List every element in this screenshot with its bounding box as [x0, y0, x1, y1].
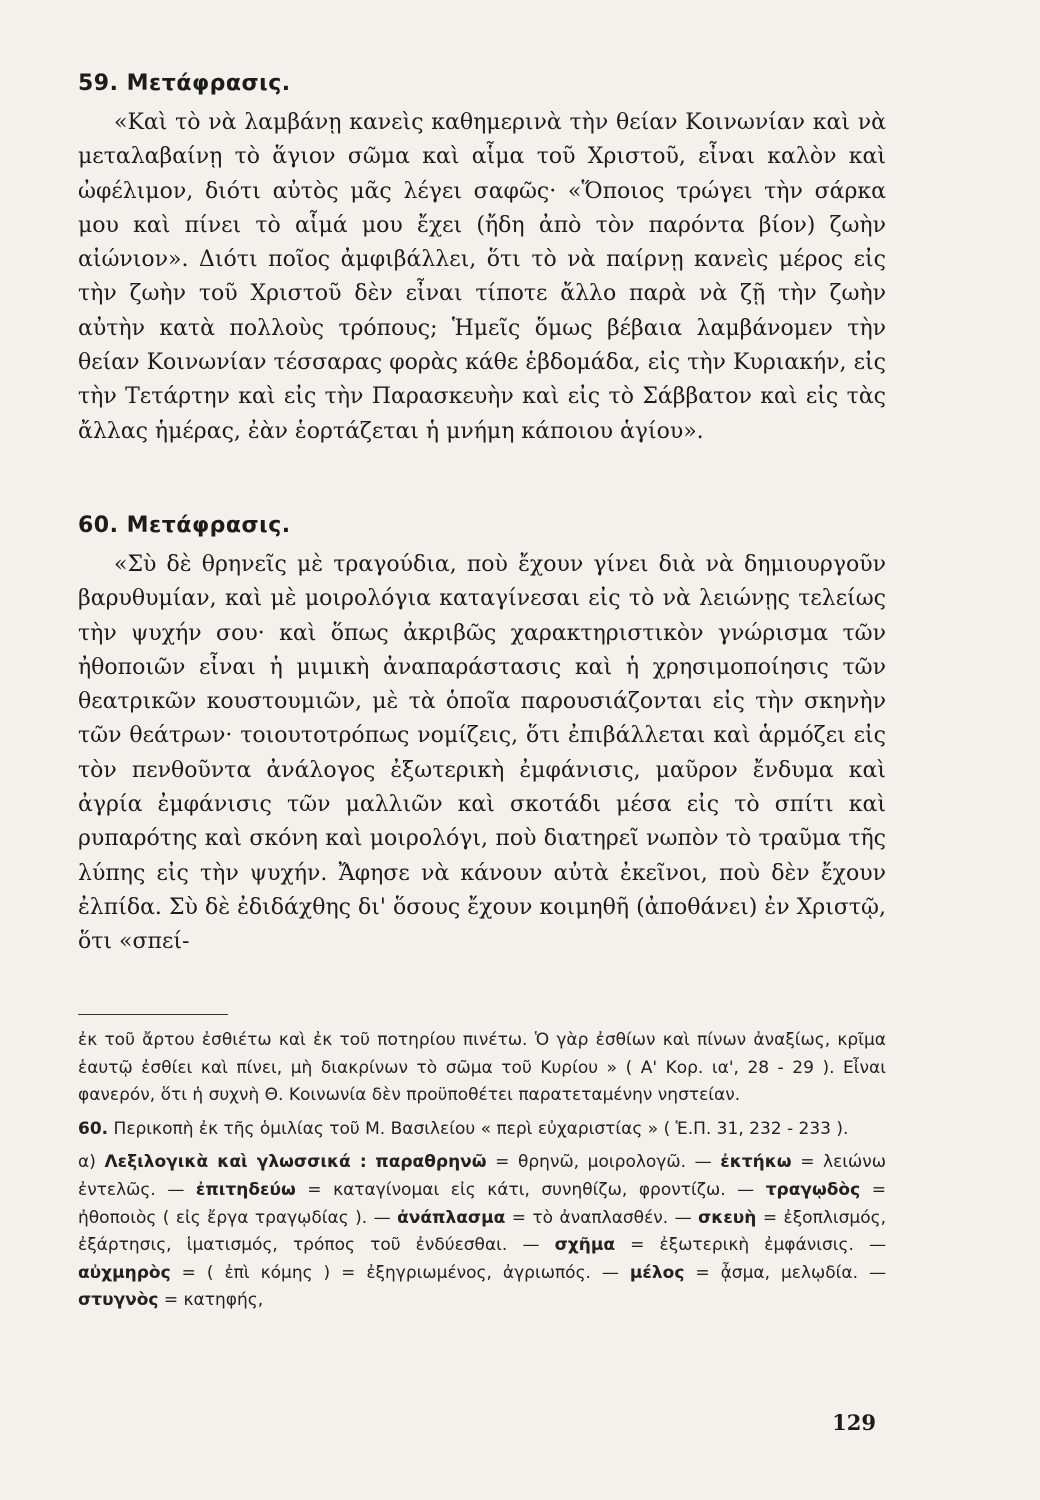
glossary-term: στυγνὸς — [78, 1290, 159, 1311]
page-number: 129 — [832, 1410, 876, 1435]
glossary-term: αὐχμηρὸς — [78, 1262, 171, 1283]
glossary-entries — [78, 1152, 886, 1310]
glossary-definition: = ἐξοπλισμός, ἐξάρτησις, ἱματισμός, τρόπος τοῦ ἐνδύεσθαι. — [78, 1207, 886, 1256]
section-number: 59. — [78, 71, 119, 96]
glossary-definition: = ( ἐπὶ κόμης ) = ἐξηγριωμένος, ἀγριωπός. — [170, 1262, 591, 1283]
glossary-entry — [375, 1152, 686, 1172]
section-title: Μετάφρασις. — [126, 71, 291, 96]
footnote-60 — [78, 1116, 886, 1144]
glossary-term: σκευὴ — [698, 1207, 757, 1228]
footnote-text: Περικοπὴ ἐκ τῆς ὁμιλίας τοῦ Μ. Βασιλείου « περὶ εὐχαριστίας » ( Ἑ.Π. 31, 232 - 233 ). — [113, 1118, 849, 1139]
glossary-definition: = θρηνῶ, μοιρολογῶ. — [486, 1152, 687, 1173]
glossary-term: μέλος — [629, 1262, 685, 1283]
glossary-definition: = τὸ ἀναπλασθέν. — [505, 1207, 669, 1228]
glossary-term: ἐπιτηδεύω — [195, 1179, 296, 1200]
glossary-entry: — στυγνὸς = κατηφής, — [78, 1262, 886, 1311]
glossary-term: ἀνάπλασμα — [397, 1207, 506, 1228]
glossary — [78, 1149, 886, 1315]
glossary-term: τραγῳδὸς — [765, 1179, 861, 1200]
glossary-term: ἐκτήκω — [720, 1152, 792, 1173]
glossary-title: Λεξιλογικὰ καὶ γλωσσικά : — [104, 1152, 367, 1173]
glossary-term: παραθρηνῶ — [375, 1152, 487, 1173]
glossary-term: σχῆμα — [554, 1235, 616, 1256]
section-60-heading — [78, 504, 886, 548]
glossary-entry: — μέλος = ᾆσμα, μελῳδία. — [590, 1262, 859, 1283]
footnote-number: 60. — [78, 1118, 109, 1139]
glossary-definition: = κατηφής, — [158, 1290, 264, 1311]
glossary-entry: — τραγῳδὸς = ἠθοποιὸς ( εἰς ἔργα τραγῳδίας ). — [78, 1179, 886, 1228]
glossary-definition: = καταγίνομαι εἰς κάτι, συνηθίζω, φροντίζω. — [295, 1179, 726, 1200]
glossary-label: α) — [78, 1152, 96, 1173]
section-number: 60. — [78, 513, 119, 538]
section-60-text: «Σὺ δὲ θρηνεῖς μὲ τραγούδια, ποὺ ἔχουν γίνει διὰ νὰ δημιουργοῦν βαρυθυμίαν, καὶ μὲ μοιρολόγια καταγίνεσαι εἰς τὸ νὰ λειώνῃς τελείως τὴν ψυχήν σου· καὶ ὅπως ἀκριβῶς χαρακτηριστικὸν γνώρισμα τῶν ἠθοποιῶν εἶναι ἡ μιμικὴ ἀναπαράστασις καὶ ἡ χρησιμοποίησις τῶν θεατρικῶν κουστουμιῶν, μὲ τὰ ὁποῖα παρουσιάζονται εἰς τὴν σκηνὴν τῶν θεάτρων· τοιουτοτρόπως νομίζεις, ὅτι ἐπιβάλλεται καὶ ἁρμόζει εἰς τὸν πενθοῦντα ἀνάλογος ἐξωτερικὴ ἐμφάνισις, μαῦρον ἔνδυμα καὶ ἀγρία ἐμφάνισις τῶν μαλλιῶν καὶ σκοτάδι μέσα εἰς τὸ σπίτι καὶ ρυπαρότης καὶ σκόνη καὶ μοιρολόγι, ποὺ διατηρεῖ νωπὸν τὸ τραῦμα τῆς λύπης εἰς τὴν ψυχήν. Ἄφησε νὰ κάνουν αὐτὰ ἐκεῖνοι, ποὺ δὲν ἔχουν ἐλπίδα. Σὺ δὲ ἐδιδάχθης δι' ὅσους ἔχουν κοιμηθῆ (ἀποθάνει) ἐν Χριστῷ, ὅτι «σπεί- — [78, 552, 886, 955]
glossary-entry: — σχῆμα = ἐξωτερικὴ ἐμφάνισις. — [507, 1235, 854, 1256]
section-title: Μετάφρασις. — [126, 513, 291, 538]
section-59-text: «Καὶ τὸ νὰ λαμβάνῃ κανεὶς καθημερινὰ τὴν θείαν Κοινωνίαν καὶ νὰ μεταλαβαίνῃ τὸ ἅγιον σῶμα καὶ αἷμα τοῦ Χριστοῦ, εἶναι καλὸν καὶ ὠφέλιμον, διότι αὐτὸς μᾶς λέγει σαφῶς· «Ὅποιος τρώγει τὴν σάρκα μου καὶ πίνει τὸ αἷμά μου ἔχει (ἤδη ἀπὸ τὸν παρόντα βίον) ζωὴν αἰώνιον». Διότι ποῖος ἀμφιβάλλει, ὅτι τὸ νὰ παίρνῃ κανεὶς μέρος εἰς τὴν ζωὴν τοῦ Χριστοῦ δὲν εἶναι τίποτε ἄλλο παρὰ νὰ ζῇ τὴν ζωὴν αὐτὴν κατὰ πολλοὺς τρόπους; Ἡμεῖς ὅμως βέβαια λαμβάνομεν τὴν θείαν Κοινωνίαν τέσσαρας φορὰς κάθε ἑβδομάδα, εἰς τὴν Κυριακήν, εἰς τὴν Τετάρτην καὶ εἰς τὴν Παρασκευὴν καὶ εἰς τὸ Σάββατον καὶ εἰς τὰς ἄλλας ἡμέρας, ἐὰν ἑορτάζεται ἡ μνήμη κάποιου ἁγίου». — [78, 110, 886, 444]
glossary-definition: = ᾆσμα, μελῳδία. — [684, 1262, 859, 1283]
page-content — [78, 62, 886, 1315]
glossary-entry: — σκευὴ = ἐξοπλισμός, ἐξάρτησις, ἱματισμός, τρόπος τοῦ ἐνδύεσθαι. — [78, 1207, 886, 1256]
footnote-divider — [78, 1014, 228, 1015]
footnote-continuation: ἐκ τοῦ ἄρτου ἐσθιέτω καὶ ἐκ τοῦ ποτηρίου πινέτω. Ὁ γὰρ ἐσθίων καὶ πίνων ἀναξίως, κρῖμα ἑαυτῷ ἐσθίει καὶ πίνει, μὴ διακρίνων τὸ σῶμα τοῦ Κυρίου » ( Α' Κορ. ια', 28 - 29 ). Εἶναι φανερόν, ὅτι ἡ συχνὴ Θ. Κοινωνία δὲν προϋποθέτει παρατεταμένην νηστείαν. — [78, 1030, 886, 1106]
section-59-heading — [78, 62, 886, 106]
glossary-definition: = λειώνω ἐντελῶς. — [78, 1152, 887, 1200]
glossary-definition: = ἠθοποιὸς ( εἰς ἔργα τραγῳδίας ). — [78, 1179, 886, 1228]
footnotes — [78, 1027, 886, 1315]
glossary-definition: = ἐξωτερικὴ ἐμφάνισις. — [615, 1235, 854, 1256]
glossary-entry: — αὐχμηρὸς = ( ἐπὶ κόμης ) = ἐξηγριωμένος, ἀγριωπός. — [78, 1235, 887, 1283]
glossary-entry: — ἐκτήκω = λειώνω ἐντελῶς. — [78, 1152, 887, 1200]
glossary-entry: — ἐπιτηδεύω = καταγίνομαι εἰς κάτι, συνηθίζω, φροντίζω. — [155, 1179, 726, 1200]
glossary-entry: — ἀνάπλασμα = τὸ ἀναπλασθέν. — [367, 1207, 669, 1228]
